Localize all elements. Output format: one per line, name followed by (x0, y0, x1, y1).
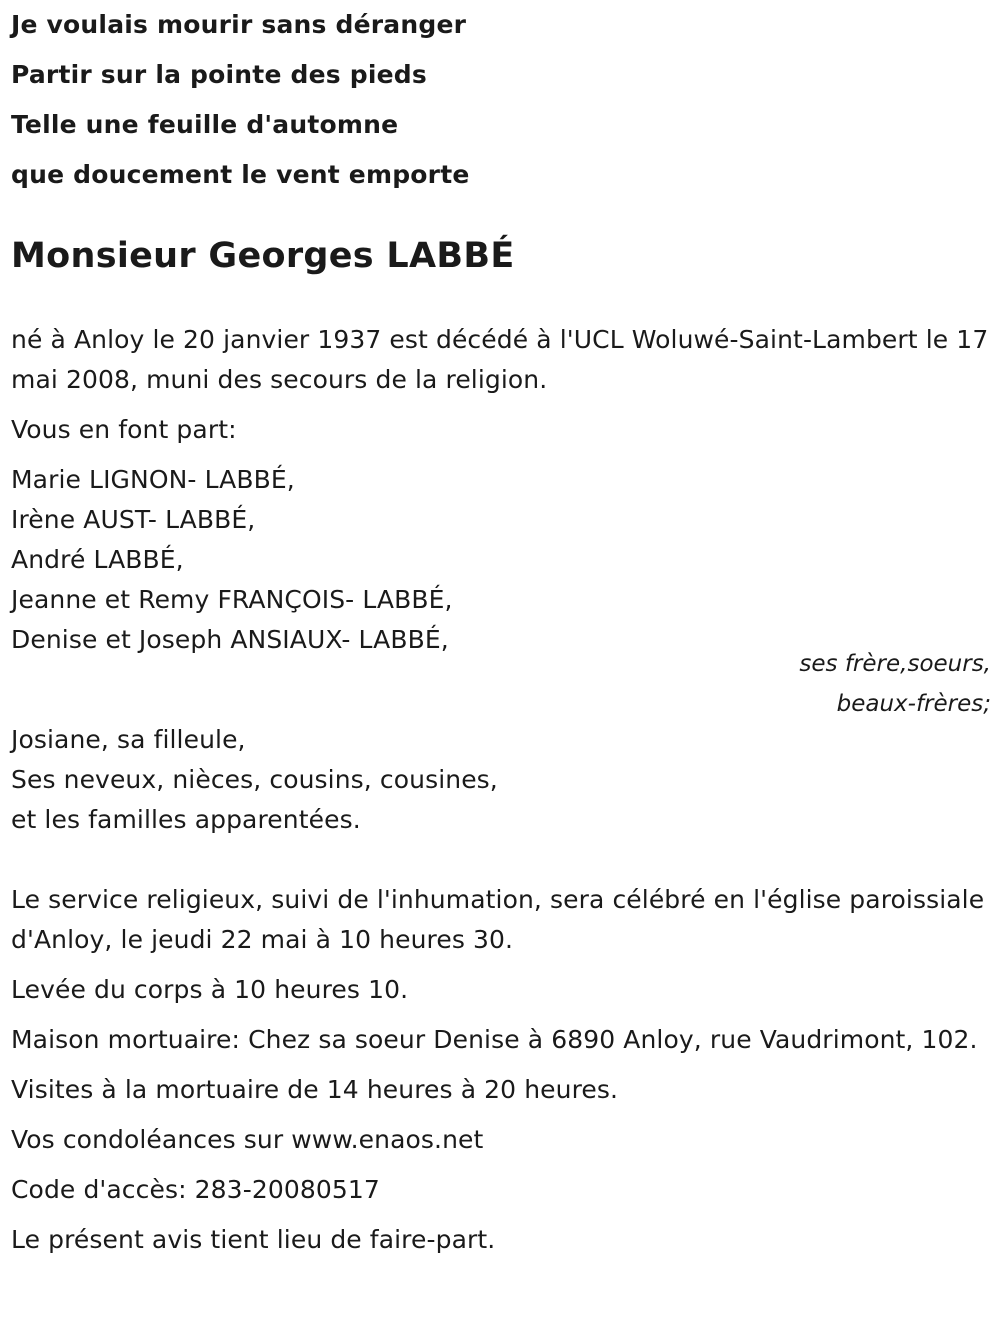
family-list (11, 460, 991, 660)
family-member: Denise et Joseph ANSIAUX- LABBÉ, (11, 625, 449, 654)
poem-line: Partir sur la pointe des pieds (11, 60, 427, 89)
mortuary-text: Maison mortuaire: Chez sa soeur Denise à 6890 Anloy, rue Vaudrimont, 102. (11, 1025, 978, 1054)
poem-line: Telle une feuille d'automne (11, 110, 399, 139)
ceremony-text: Le service religieux, suivi de l'inhumation, sera célébré en l'église paroissiale d'Anloy, le jeudi 22 mai à 10 heures 30. (11, 885, 985, 954)
poem (11, 0, 991, 200)
access-code-text: Code d'accès: 283-20080517 (11, 1175, 380, 1204)
family-member: Irène AUST- LABBÉ, (11, 505, 256, 534)
relative-line: Josiane, sa filleule, (11, 725, 246, 754)
family-member: André LABBÉ, (11, 545, 184, 574)
levee-text: Levée du corps à 10 heures 10. (11, 975, 409, 1004)
relation-line: beaux-frères; (836, 691, 991, 717)
family-member: Marie LIGNON- LABBÉ, (11, 465, 295, 494)
family-member: Jeanne et Remy FRANÇOIS- LABBÉ, (11, 585, 453, 614)
condolences-text: Vos condoléances sur www.enaos.net (11, 1125, 484, 1154)
announcement-intro: Vous en font part: (11, 415, 237, 444)
visits-text: Visites à la mortuaire de 14 heures à 20 heures. (11, 1075, 619, 1104)
relation-line: ses frère,soeurs, (799, 651, 991, 677)
birth-death-text: né à Anloy le 20 janvier 1937 est décédé à l'UCL Woluwé-Saint-Lambert le 17 mai 2008, muni des secours de la religion. (11, 325, 989, 394)
relative-line: et les familles apparentées. (11, 805, 361, 834)
poem-line: que doucement le vent emporte (11, 160, 470, 189)
poem-line: Je voulais mourir sans déranger (11, 10, 467, 39)
obituary-notice (11, 0, 991, 1260)
other-relatives (11, 720, 991, 840)
notice-text: Le présent avis tient lieu de faire-part. (11, 1225, 496, 1254)
relative-line: Ses neveux, nièces, cousins, cousines, (11, 765, 498, 794)
service-details (11, 880, 991, 1260)
deceased-name: Monsieur Georges LABBÉ (11, 236, 515, 276)
